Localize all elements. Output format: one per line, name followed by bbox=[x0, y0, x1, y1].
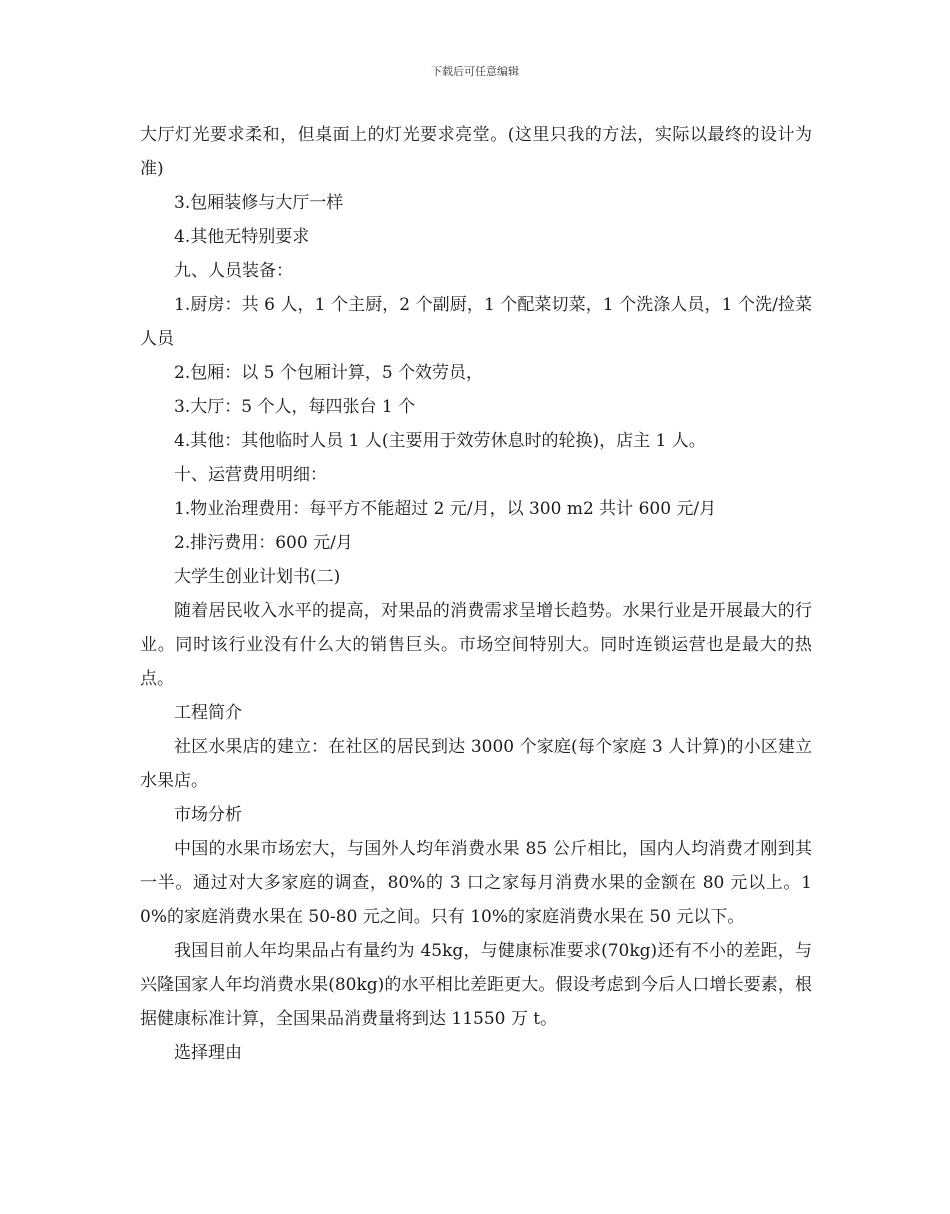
document-body bbox=[140, 118, 812, 1070]
section-heading-selection-reasons: 选择理由 bbox=[174, 1043, 242, 1063]
page-header: 下载后可任意编辑 bbox=[431, 65, 519, 78]
paragraph-other-staff: 4.其他：其他临时人员 1 人(主要用于效劳休息时的轮换)，店主 1 人。 bbox=[174, 431, 706, 451]
paragraph-hall-staff: 3.大厅：5 个人，每四张台 1 个 bbox=[174, 397, 416, 417]
paragraph-property-fee: 1.物业治理费用：每平方不能超过 2 元/月，以 300 m2 共计 600 元/月 bbox=[174, 499, 717, 519]
section-heading-project-intro: 工程简介 bbox=[174, 703, 242, 723]
paragraph-kitchen-staff: 1.厨房：共 6 人，1 个主厨，2 个副厨，1 个配菜切菜，1 个洗涤人员，1 个洗/捡菜人员 bbox=[140, 295, 812, 349]
paragraph-sewage-fee: 2.排污费用：600 元/月 bbox=[174, 533, 353, 553]
paragraph-other-requirements: 4.其他无特别要求 bbox=[174, 227, 310, 247]
section-heading-staffing: 九、人员装备： bbox=[174, 261, 293, 281]
paragraph-private-room-staff: 2.包厢：以 5 个包厢计算，5 个效劳员， bbox=[174, 363, 484, 383]
paragraph-private-room-decoration: 3.包厢装修与大厅一样 bbox=[174, 193, 344, 213]
paragraph-consumption-gap: 我国目前人年均果品占有量约为 45kg，与健康标准要求(70kg)还有不小的差距，与兴隆国家人年均消费水果(80kg)的水平相比差距更大。假设考虑到今后人口增长要素，根据健康标准计算，全国果品消费量将到达 11550 万 t。 bbox=[140, 941, 812, 1029]
section-heading-market-analysis: 市场分析 bbox=[174, 805, 242, 825]
paragraph-industry-intro: 随着居民收入水平的提高，对果品的消费需求呈增长趋势。水果行业是开展最大的行业。同时该行业没有什么大的销售巨头。市场空间特别大。同时连锁运营也是最大的热点。 bbox=[140, 601, 812, 689]
section-heading-operating-costs: 十、运营费用明细： bbox=[174, 465, 327, 485]
section-heading-business-plan-two: 大学生创业计划书(二) bbox=[174, 567, 341, 587]
paragraph-market-size: 中国的水果市场宏大，与国外人均年消费水果 85 公斤相比，国内人均消费才刚到其一半。通过对大多家庭的调查，80%的 3 口之家每月消费水果的金额在 80 元以上。10%的家庭消费水果在 50-80 元之间。只有 10%的家庭消费水果在 50 元以下。 bbox=[140, 839, 812, 927]
paragraph-store-establishment: 社区水果店的建立：在社区的居民到达 3000 个家庭(每个家庭 3 人计算)的小区建立水果店。 bbox=[140, 737, 812, 791]
paragraph-lighting: 大厅灯光要求柔和，但桌面上的灯光要求亮堂。(这里只我的方法，实际以最终的设计为准) bbox=[140, 125, 812, 179]
